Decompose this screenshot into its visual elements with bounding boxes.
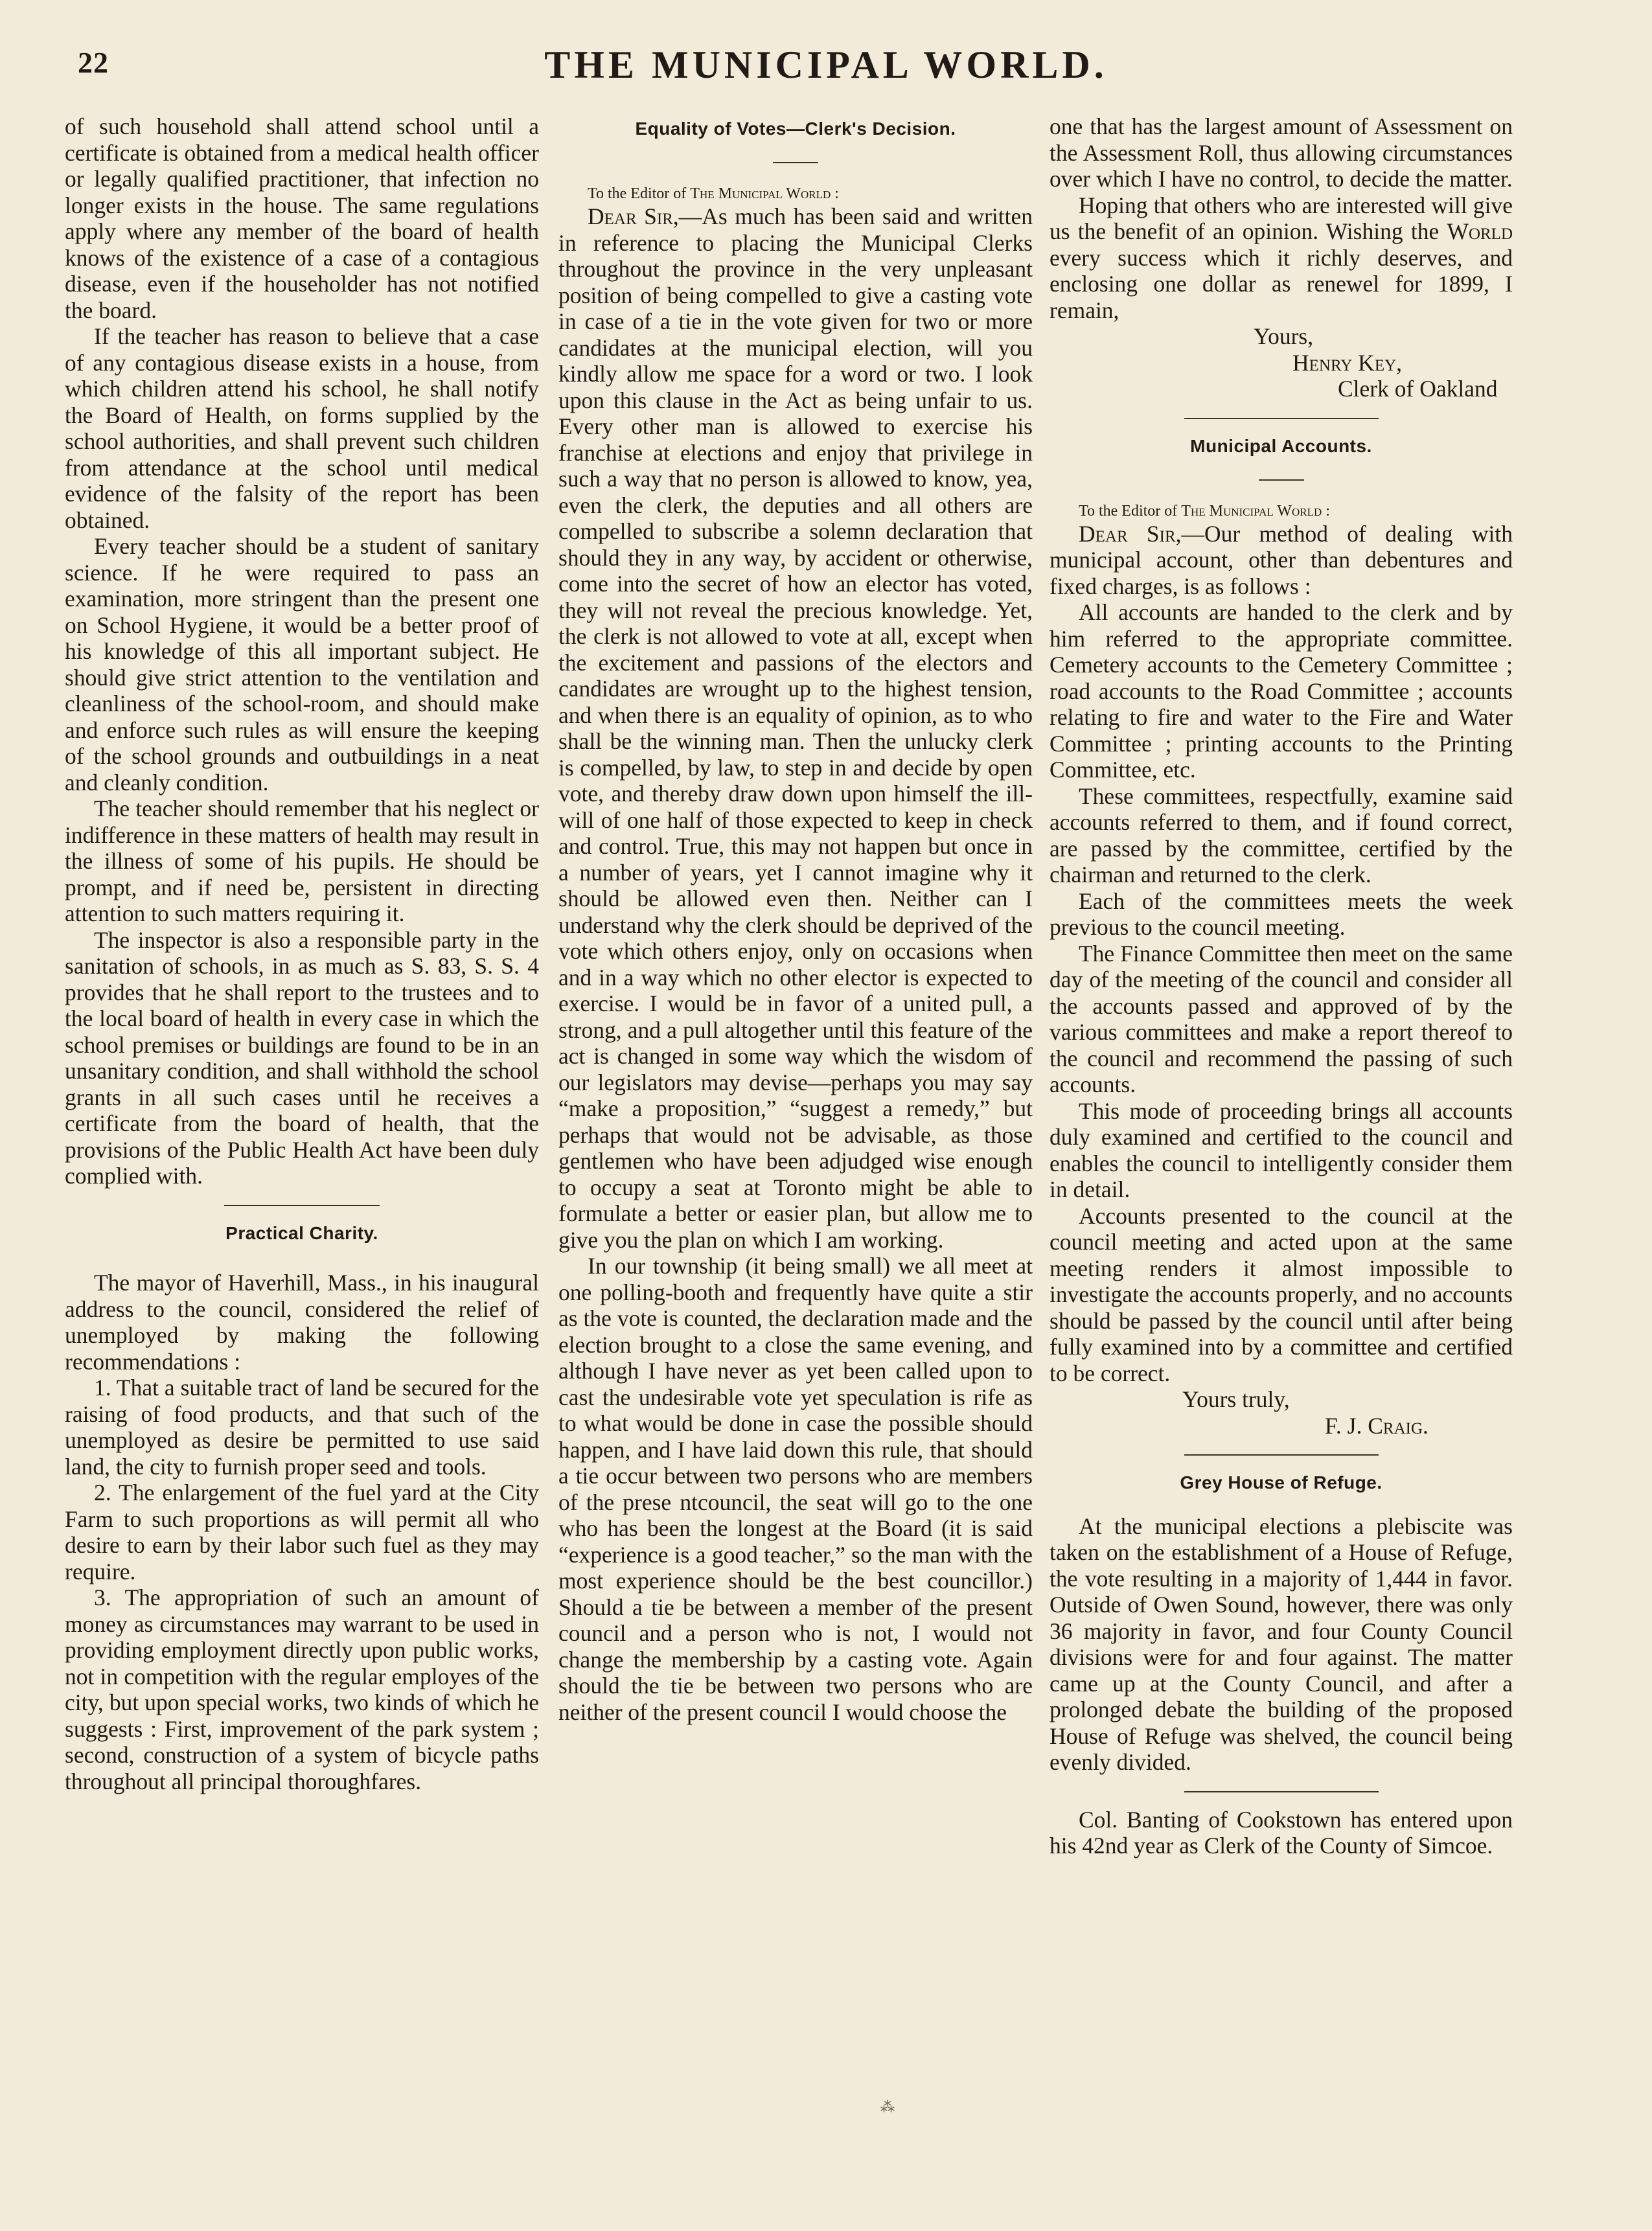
editor-address: To the Editor of The Municipal World : [1079,502,1330,520]
paragraph: of such household shall attend school until a certificate is obtained from a medical health officer or legally qualified practitioner, that infection no longer exists in the house. The same regulations apply where any member of the board of health knows of the existence of a case of a contagious disease, even if the householder has not notified the board. [65,113,539,323]
list-item: 2. The enlargement of the fuel yard at the City Farm to such proportions as will permit all who desire to earn by their labor such fuel as they may require. [65,1480,539,1585]
signature-name: F. J. Craig. [1325,1412,1428,1439]
heading-practical-charity: Practical Charity. [225,1222,378,1243]
paragraph: Accounts presented to the council at the council meeting and acted upon at the same meeting renders it almost impossible to investigate the accounts properly, and no accounts should be passed by the council until after being fully examined into by a committee and certified to be correct. [1050,1202,1513,1386]
paragraph: If the teacher has reason to believe that a case of any contagious disease exists in a house, from which children attend his school, he shall notify the Board of Health, on forms supplied by the school authorities, and shall prevent such children from attendance at the school until medical evidence of the falsity of the report has been obtained. [65,323,539,533]
signature-title: Clerk of Oakland [1338,376,1498,402]
column-left [65,113,539,1794]
printer-ornament-icon: ⁂ [880,2099,895,2115]
paragraph: The inspector is also a responsible party in the sanitation of schools, in as much as S. 83, S. S. 4 provides that he shall report to the trustees and to the local board of health in every case in which the school premises or buildings are found to be in an unsanitary condition, and shall withhold the school grants in all such cases until he receives a certificate from the board of health, that the provisions of the Public Health Act have been duly complied with. [65,926,539,1189]
paragraph: All accounts are handed to the clerk and by him referred to the appropriate committee. Cemetery accounts to the Cemetery Committee ; road accounts to the Road Committee ; accounts relating to fire and water to the Fire and Water Committee ; printing accounts to the Printing Committee, etc. [1050,599,1513,783]
page-header [78,45,1574,97]
salutation: Dear Sir, [588,203,679,229]
column-right [1050,113,1513,1859]
page-number: 22 [78,46,109,79]
paragraph: one that has the largest amount of Assessment on the Assessment Roll, thus allowing circumstances over which I have no control, to decide the matter. [1050,113,1513,192]
heading-grey-house-of-refuge: Grey House of Refuge. [1180,1472,1382,1493]
list-item: 3. The appropriation of such an amount of money as circumstances may warrant to be used in providing employment directly upon public works, not in competition with the regular employes of the city, but upon special works, two kinds of which he suggests : First, improvement of the park system ; second, construction of a system of bicycle paths throughout all principal thoroughfares. [65,1585,539,1794]
signature-name: Henry Key, [1292,349,1403,376]
paragraph: The teacher should remember that his neglect or indifference in these matters of health may result in the illness of some of his pupils. He should be prompt, and if need be, persistent in directing attention to such matters requiring it. [65,795,539,926]
paragraph: The Finance Committee then meet on the same day of the meeting of the council and consider all the accounts passed and approved of by the various committees and make a report thereof to the council and recommend the passing of such accounts. [1050,940,1513,1097]
journal-title: THE MUNICIPAL WORLD. [544,43,1108,86]
editor-address: To the Editor of The Municipal World : [588,185,839,202]
paragraph: Hoping that others who are interested will give us the benefit of an opinion. Wishing the World every success which it richly deserves, and enclosing one dollar as renewel for 1899, I remain, [1050,192,1513,323]
paragraph: In our township (it being small) we all meet at one polling-booth and frequently have quite a stir as the vote is counted, the declaration made and the election brought to a close the same evening, and although I have never as yet been called upon to cast the undesirable vote yet speculation is rife as to what would be done in case the possible should happen, and I have laid down this rule, that should a tie occur between two persons who are members of the prese ntcouncil, the seat will go to the one who has been the longest at the Board (it is said “experience is a good teacher,” so the man with the most experience should be the best councillor.) Should a tie be between a member of the present council and a person who is not, I would not change the membership by a casting vote. Again should the tie be between two persons who are neither of the present council I would choose the [558,1253,1033,1725]
letter-body: Dear Sir,—As much has been said and written in reference to placing the Municipal Clerks throughout the province in the very unpleasant position of being compelled to give a casting vote in case of a tie in the vote given for two or more candidates at the municipal election, will you kindly allow me space for a word or two. I look upon this clause in the Act as being unfair to us. Every other man is allowed to exercise his franchise at elections and enjoy that privilege in such a way that no person is allowed to know, yea, even the clerk, the deputies and all others are compelled to subscribe a solemn declaration that should they in any way, by accident or otherwise, come into the secret of how an elector has voted, they will not reveal the precious knowledge. Yet, the clerk is not allowed to vote at all, except when the excitement and passions of the electors and candidates are wrought up to the highest tension, and when there is an equality of opinion, as to who shall be the winning man. Then the unlucky clerk is compelled, by law, to step in and decide by open vote, and thereby draw down upon himself the ill-will of one half of those expected to keep in check and control. True, this may not happen but once in a number of years, yet I cannot imagine why it should be allowed even then. Neither can I understand why the clerk should be deprived of the vote which others enjoy, only on occasions when and in a way which no other elector is expected to exercise. I would be in favor of a united pull, a strong, and a pull altogether until this feature of the act is changed in some way which the wisdom of our legislators may devise—perhaps you may say “make a proposition,” “suggest a remedy,” but perhaps that would not be advisable, as those gentlemen who have been adjudged wise enough to occupy a seat at Toronto might be able to formulate a better or easier plan, but allow me to give you the plan on which I am working. [558,203,1033,1253]
section-divider [1184,1791,1379,1792]
paragraph: This mode of proceeding brings all accounts duly examined and certified to the council and enables the council to intelligently consider them in detail. [1050,1097,1513,1202]
paragraph: The mayor of Haverhill, Mass., in his inaugural address to the council, considered the relief of unemployed by making the following recommendations : [65,1270,539,1375]
heading-equality-of-votes: Equality of Votes—Clerk's Decision. [635,119,956,139]
letter-body: Dear Sir,—Our method of dealing with municipal account, other than debentures and fixed charges, is as follows : [1050,520,1513,599]
section-divider [224,1205,380,1206]
section-divider [1184,418,1379,419]
paragraph: Col. Banting of Cookstown has entered upon his 42nd year as Clerk of the County of Simcoe. [1050,1806,1513,1859]
paragraph: Each of the committees meets the week previous to the council meeting. [1050,887,1513,940]
paragraph: Every teacher should be a student of sanitary science. If he were required to pass an examination, more stringent than the present one on School Hygiene, it would be a better proof of his knowledge of this all important subject. He should give strict attention to the ventilation and cleanliness of the school-room, and should make and enforce such rules as will ensure the keeping of the school grounds and outbuildings in a neat and cleanly condition. [65,533,539,795]
column-middle [558,113,1033,1725]
closing: Yours truly, [1182,1386,1290,1412]
heading-municipal-accounts: Municipal Accounts. [1190,435,1372,456]
paragraph: At the municipal elections a plebiscite was taken on the establishment of a House of Refuge, the vote resulting in a majority of 1,444 in favor. Outside of Owen Sound, however, there was only 36 majority in favor, and four County Council divisions were for and four against. The matter came up at the County Council, and after a prolonged debate the building of the proposed House of Refuge was shelved, the council being evenly divided. [1050,1513,1513,1775]
paragraph: These committees, respectfully, examine said accounts referred to them, and if found correct, are passed by the committee, certified by the chairman and returned to the clerk. [1050,783,1513,887]
salutation: Dear Sir, [1079,520,1182,547]
list-item: 1. That a suitable tract of land be secured for the raising of food products, and that such of the unemployed as desire be permitted to use said land, the city to furnish proper seed and tools. [65,1375,539,1480]
dash-divider [1050,464,1513,491]
dash-divider [558,148,1033,174]
section-divider [1184,1454,1379,1456]
closing: Yours, [1254,323,1314,349]
